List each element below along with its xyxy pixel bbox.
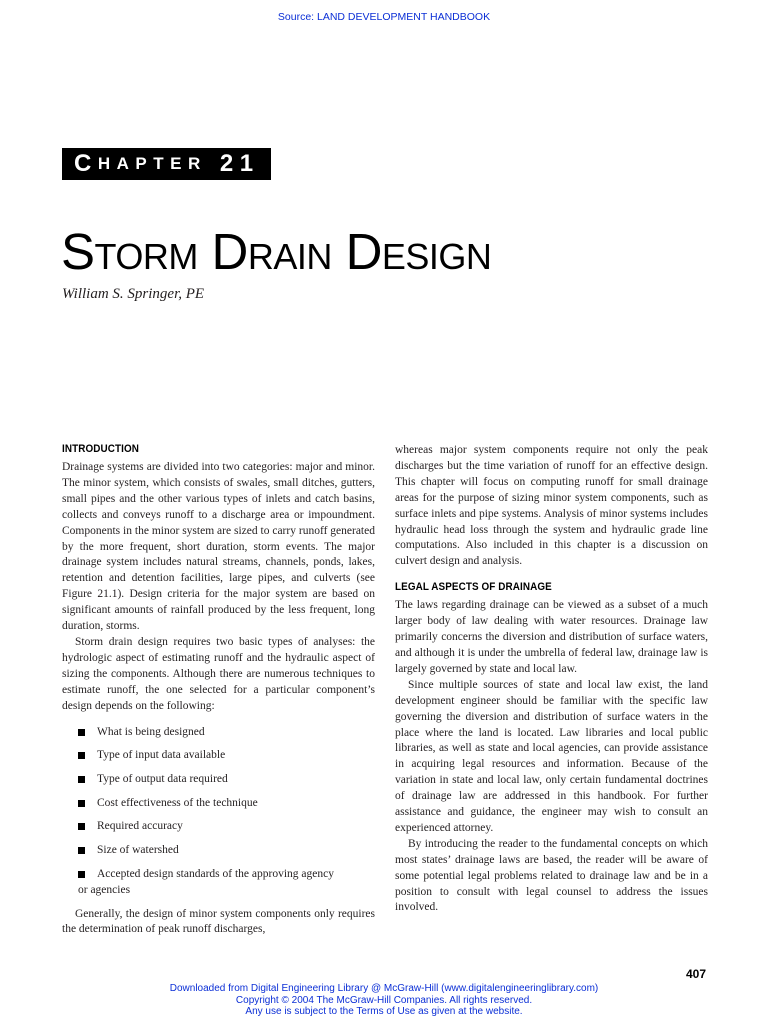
page-number: 407	[686, 967, 707, 981]
list-item-text-continued: or agencies	[78, 883, 131, 896]
list-item-text: Type of input data available	[97, 749, 226, 762]
introduction-paragraph-1: Drainage systems are divided into two categories: major and minor. The minor system, which consists of swales, small ditches, gutters, small pipes and the other various types of inlets and catch basins, collects and conveys runoff to a discharge area or impoundment. Components in the minor system are sized to carry runoff generated by the more frequent, short duration, storm events. The major drainage system includes natural streams, channels, ponds, lakes, retention and detention facilities, large pipes, and culverts (see Figure 21.1). Design criteria for the major system are based on significant amounts of rainfall produced by the less frequent, long duration, storms.	[62, 461, 375, 633]
list-item	[78, 819, 375, 835]
chapter-label	[62, 148, 271, 180]
chapter-title	[61, 223, 492, 280]
list-item	[78, 843, 375, 859]
square-bullet-icon	[78, 871, 85, 878]
list-item-text: Cost effectiveness of the technique	[97, 796, 258, 809]
introduction-heading: INTRODUCTION	[62, 443, 139, 455]
introduction-paragraph-3: Generally, the design of minor system components only requires the determination of peak runoff discharges,	[62, 907, 375, 936]
legal-paragraph-2: Since multiple sources of state and local law exist, the land development engineer should be familiar with the specific law governing the diversion and distribution of surface waters in the place where the land is located. Law libraries and local public libraries, as well as state and local agencies, can provide assistance in acquiring legal resources and information. Because of the variation in state and local law, only certain fundamental doctrines of drainage law are addressed in this handbook. For further assistance and guidance, the engineer may wish to consult an experienced attorney.	[395, 678, 708, 834]
square-bullet-icon	[78, 847, 85, 854]
left-column	[62, 442, 375, 938]
title-word1-cap: S	[61, 223, 95, 280]
list-item-text: Type of output data required	[97, 772, 228, 785]
square-bullet-icon	[78, 776, 85, 783]
list-item	[78, 796, 375, 812]
footer-download-link[interactable]: Downloaded from Digital Engineering Library @ McGraw-Hill (www.digitalengineeringlibrary.com)	[169, 983, 599, 994]
legal-paragraph-1: The laws regarding drainage can be viewed as a subset of a much larger body of law dealing with water resources. Drainage law primarily concerns the diversion and distribution of surface waters, and although it is under the umbrella of federal law, drainage law is largely governed by state and local law.	[395, 599, 708, 675]
right-column	[395, 443, 708, 916]
chapter-label-initial: C	[74, 150, 98, 177]
author-byline: William S. Springer, PE	[62, 286, 205, 302]
footer-copyright: Copyright © 2004 The McGraw-Hill Companies. All rights reserved.	[235, 994, 533, 1006]
square-bullet-icon	[78, 729, 85, 736]
square-bullet-icon	[78, 823, 85, 830]
footer-terms-link[interactable]: Any use is subject to the Terms of Use as given at the website.	[245, 1006, 523, 1017]
chapter-label-rest: HAPTER	[97, 154, 207, 173]
introduction-paragraph-2: Storm drain design requires two basic types of analyses: the hydrologic aspect of estimating runoff and the hydraulic aspect of sizing the components. Although there are numerous techniques to estimate runoff, the one selected for a particular component’s design depends on the following:	[62, 635, 375, 712]
list-item-text: Required accuracy	[97, 820, 183, 833]
list-item	[78, 725, 375, 741]
list-item	[78, 867, 375, 899]
square-bullet-icon	[78, 800, 85, 807]
analysis-factors-list	[62, 725, 375, 899]
title-word2-cap: D	[211, 223, 248, 280]
square-bullet-icon	[78, 752, 85, 759]
list-item-text: Size of watershed	[97, 844, 179, 857]
title-word2-rest: RAIN	[247, 236, 332, 277]
list-item-text: What is being designed	[97, 725, 205, 738]
introduction-paragraph-3-continued: whereas major system components require not only the peak discharges but the time variation of runoff for an effective design. This chapter will focus on computing runoff for small drainage areas for the purpose of sizing minor system components, such as surface inlets and pipe systems. Analysis of minor systems includes hydraulic head loss through the system and hydraulic grade line computations. Also included in this chapter is a discussion on culvert design and analysis.	[395, 444, 708, 568]
list-item	[78, 748, 375, 764]
title-word3-rest: ESIGN	[381, 236, 492, 277]
source-header[interactable]: Source: LAND DEVELOPMENT HANDBOOK	[277, 11, 491, 23]
list-item-text: Accepted design standards of the approving agency	[97, 867, 334, 880]
legal-paragraph-3: By introducing the reader to the fundamental concepts on which most states’ drainage laws are based, the reader will be aware of some potential legal problems related to drainage law and be in a position to consult with legal counsel to address the issues involved.	[395, 837, 708, 914]
list-item	[78, 772, 375, 788]
chapter-number: 21	[219, 150, 260, 177]
title-word1-rest: TORM	[94, 236, 198, 277]
title-word3-cap: D	[345, 223, 382, 280]
legal-aspects-heading: LEGAL ASPECTS OF DRAINAGE	[395, 581, 552, 594]
download-footer	[0, 983, 768, 1018]
